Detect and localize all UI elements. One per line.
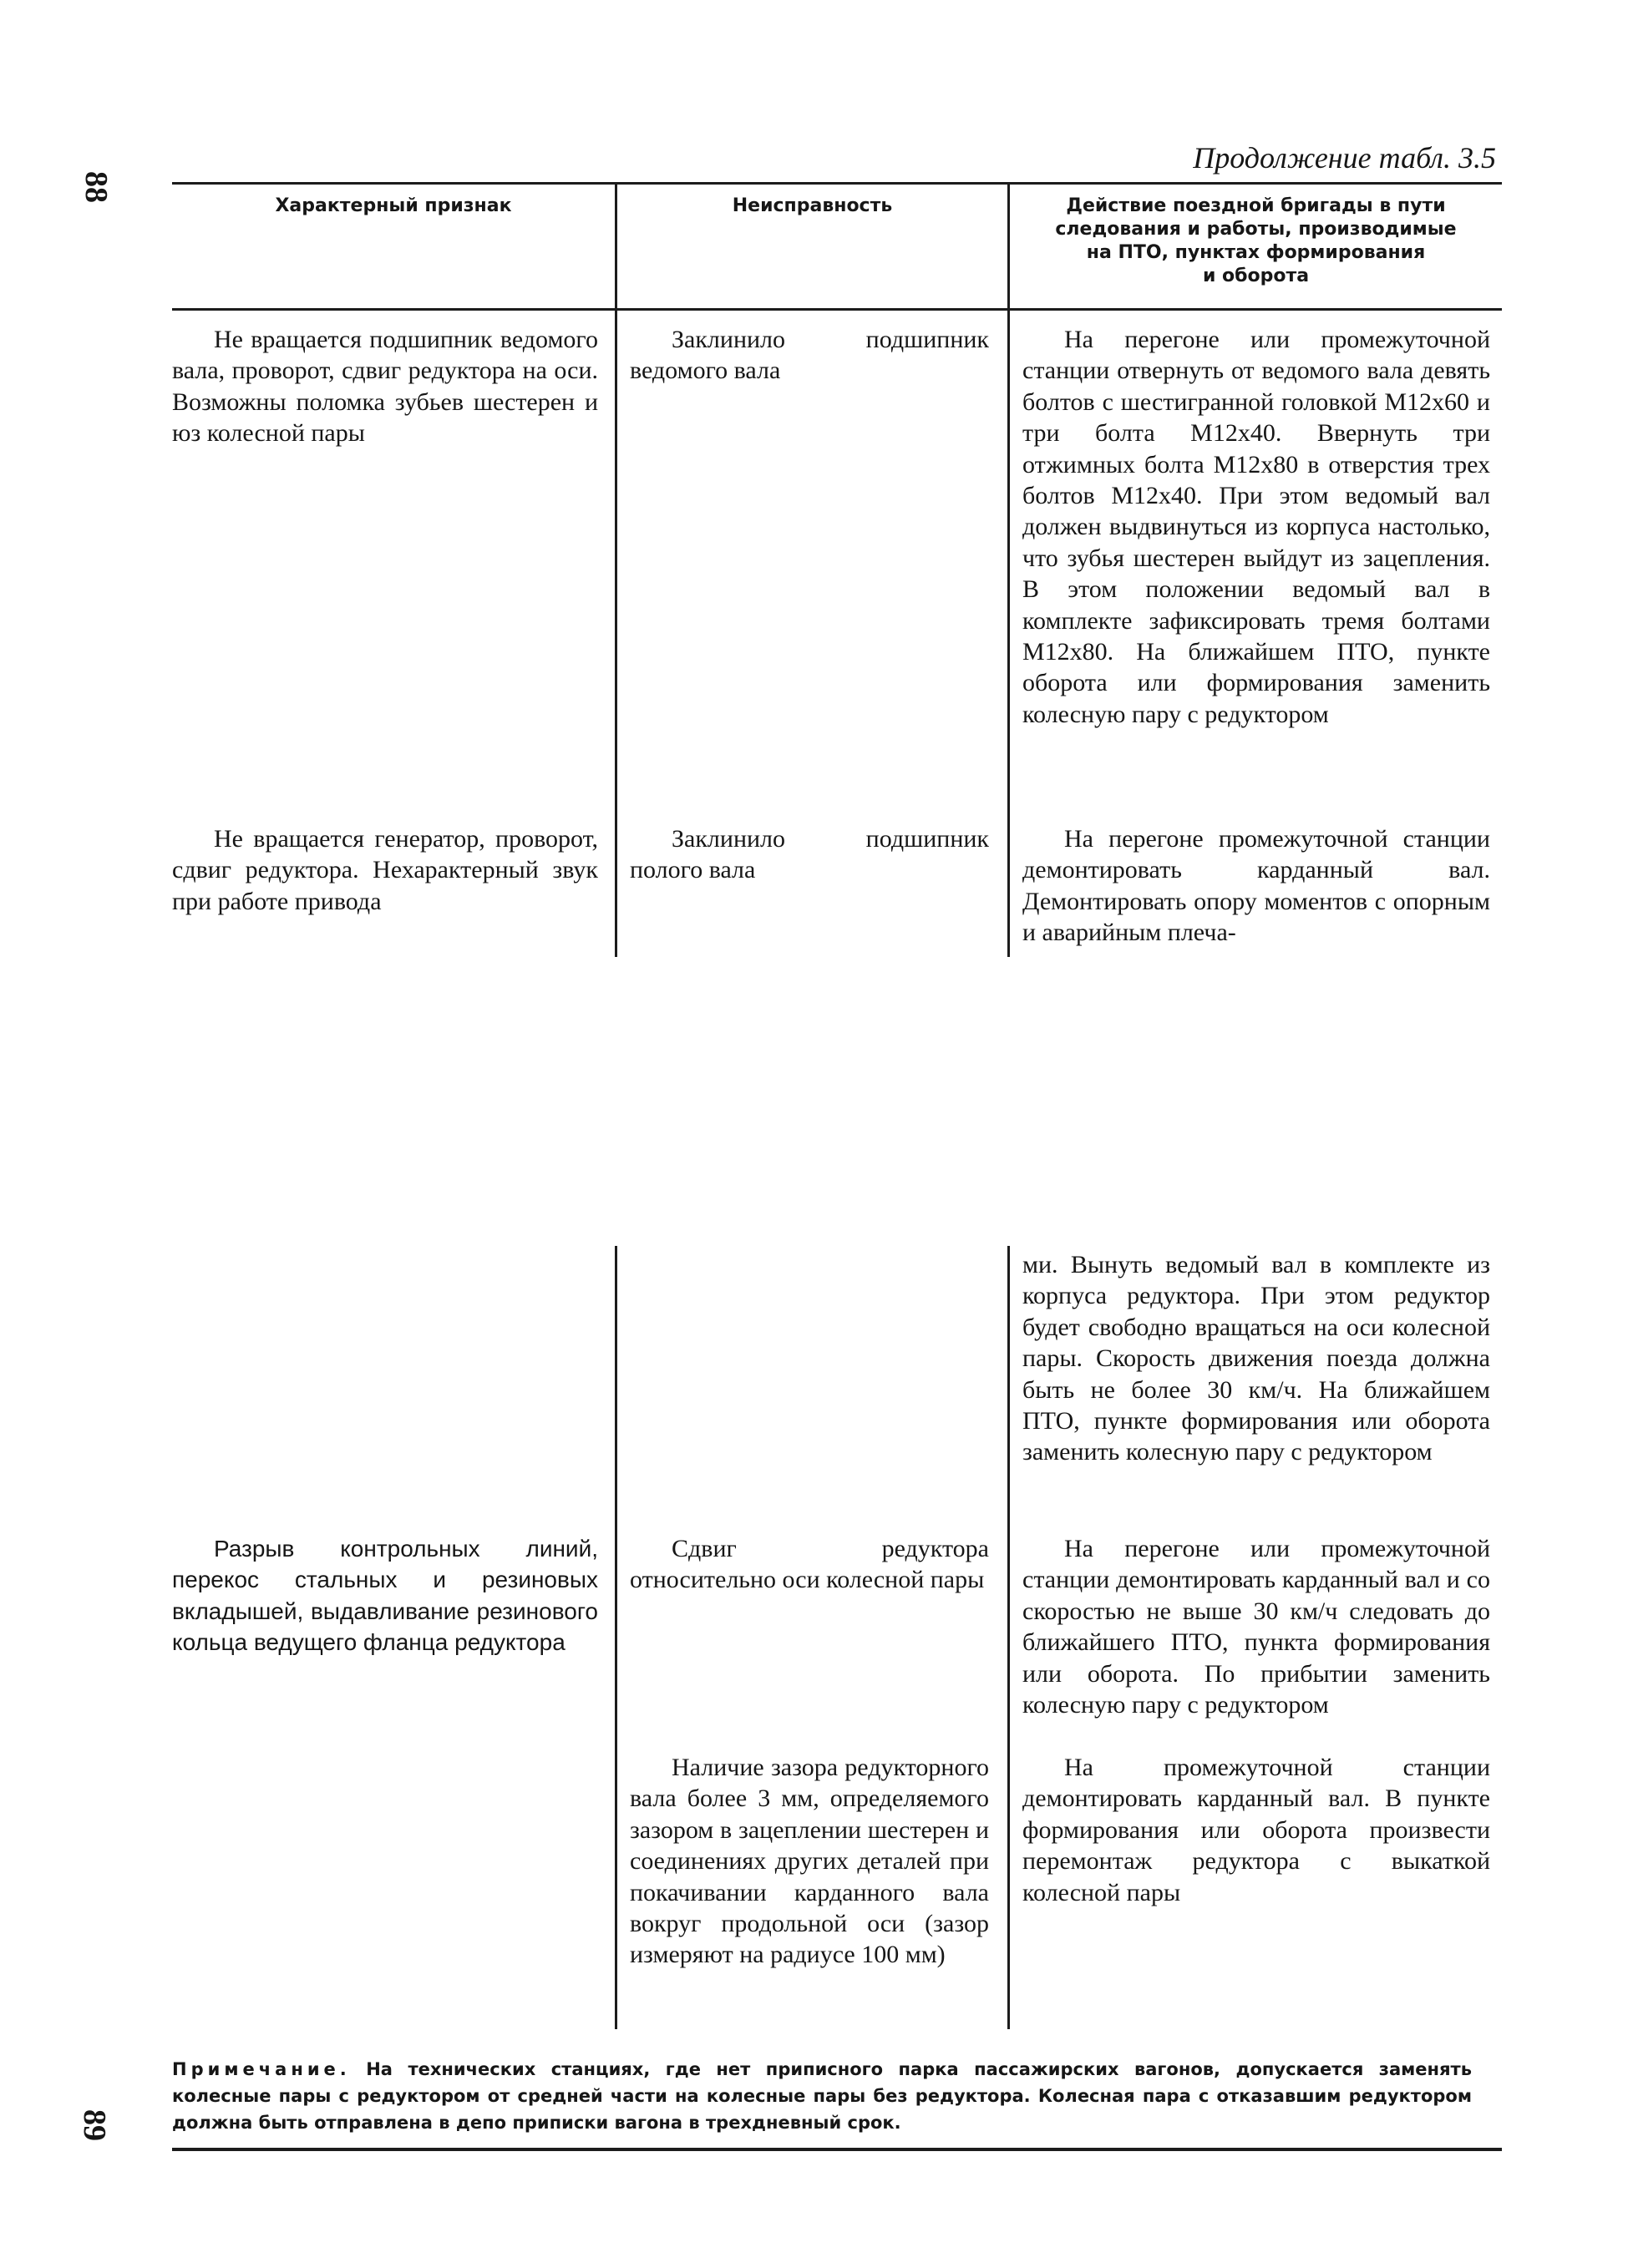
row3-symptom [172,1533,598,1658]
page-number-top: 88 [79,171,114,203]
footnote-text: На технических станциях, где нет приписного парка пассажирских вагонов, допускается заменять колесные пары с редуктором от средней части на колесные пары без редуктора. Колесная пара с отказавшим редуктором должна быть отправлена в депо приписки вагона в трехдневный срок. [172,2059,1472,2133]
row3-action-text: На перегоне или промежуточной станции демонтировать карданный вал и со скоростью не выше 30 км/ч следовать до ближайшего ПТО, пункта формирования или оборота. По прибытии заменить колесную пару с редуктором [1022,1535,1490,1719]
header-action-line: следования и работы, производимые [1055,219,1457,240]
row2-action-part2 [1022,1249,1490,1468]
header-fault: Неисправность [732,195,893,216]
row2-action-part1 [1022,823,1490,949]
row1-action-text: На перегоне или промежуточной станции отвернуть от ведомого вала девять болтов с шестигранной головкой М12х60 и три болта М12х40. Ввернуть три отжимных болта М12х80 в отверстия трех болтов М12х40. При этом ведомый вал должен выдвинуться из корпуса настолько, что зубья шестерен выйдут из зацепления. В этом положении ведомый вал в комплекте зафиксировать тремя болтами М12х80. На ближайшем ПТО, пункте оборота или формирования заменить колесную пару с редуктором [1022,326,1490,728]
row4-action-text: На промежуточной станции демонтировать карданный вал. В пункте формирования или оборота произвести перемонтаж редуктора с выкаткой колесной пары [1022,1754,1490,1906]
column-divider-2 [1007,311,1010,957]
row1-symptom-text: Не вращается подшипник ведомого вала, проворот, сдвиг редуктора на оси. Возможны поломка зубьев шестерен и юз колесной пары [172,326,598,448]
page-number-bottom: 89 [77,2109,112,2141]
column-divider-2 [1007,1246,1010,2029]
row3-symptom-text: Разрыв контрольных линий, перекос стальных и резиновых вкладышей, выдавливание резинового кольца ведущего фланца редуктора [172,1536,598,1656]
row4-fault-text: Наличие зазора редукторного вала более 3 мм, определяемого зазором в зацеплении шестерен и соединениях других деталей при покачивании карданного вала вокруг продольной оси (зазор измеряют на радиусе 100 мм) [630,1754,989,1969]
header-action-line: и оборота [1202,266,1310,286]
row3-action [1022,1533,1490,1720]
row2-fault [630,823,989,886]
header-action [1010,195,1502,288]
row3-fault [630,1533,989,1596]
row4-fault [630,1752,989,1971]
header-action-line: на ПТО, пунктах формирования [1086,242,1426,263]
header-action-line: Действие поездной бригады в пути [1066,195,1446,216]
row2-action-part1-text: На перегоне промежуточной станции демонтировать карданный вал. Демонтировать опору моментов с опорным и аварийным плеча- [1022,825,1490,947]
footnote-label: Примечание. [172,2059,351,2079]
table-continuation-label: Продолжение табл. 3.5 [1193,141,1496,175]
column-divider-1 [615,1246,617,2029]
row3-fault-text: Сдвиг редуктора относительно оси колесной пары [630,1535,989,1594]
table-header-rule [172,308,1502,311]
column-divider-1 [615,311,617,957]
row1-action [1022,324,1490,730]
header-symptom: Характерный признак [275,195,512,216]
row2-symptom [172,823,598,917]
table-top-rule [172,182,1502,185]
row4-action [1022,1752,1490,1908]
row1-symptom [172,324,598,449]
row1-fault-text: Заклинило подшипник ведомого вала [630,326,989,385]
row2-action-part2-text: ми. Вынуть ведомый вал в комплекте из корпуса редуктора. При этом редуктор будет свободно вращаться на оси колесной пары. Скорость движения поезда должна быть не более 30 км/ч. На ближайшем ПТО, пункте формирования или оборота заменить колесную пару с редуктором [1022,1251,1490,1466]
row1-fault [630,324,989,387]
table-footnote [172,2056,1472,2136]
row2-fault-text: Заклинило подшипник полого вала [630,825,989,884]
row2-symptom-text: Не вращается генератор, проворот, сдвиг редуктора. Нехарактерный звук при работе привода [172,825,598,915]
page-bottom-rule [172,2148,1502,2151]
